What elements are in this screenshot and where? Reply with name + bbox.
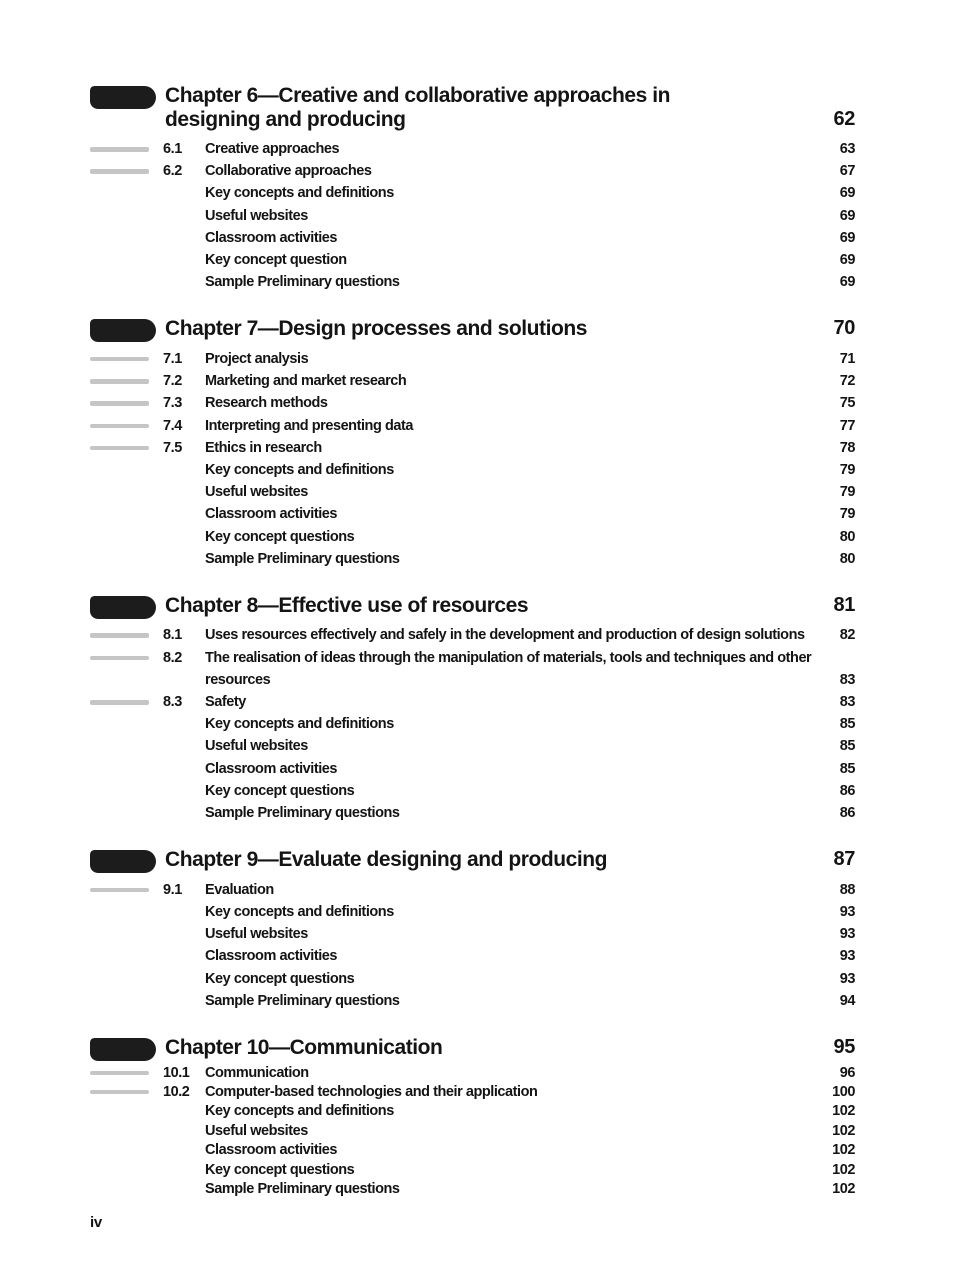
toc-item	[90, 758, 855, 780]
chapter-title: Chapter 6—Creative and collaborative approaches in designing and producing	[165, 84, 671, 131]
toc-item	[90, 182, 855, 204]
toc-item	[90, 1122, 855, 1141]
toc-item	[90, 1102, 855, 1121]
section-page-number: 102	[832, 1103, 855, 1120]
chapter-tab-marker	[90, 86, 156, 109]
chapter-tab-marker	[90, 1038, 156, 1061]
chapter-page-number: 95	[833, 1036, 855, 1058]
toc-item	[90, 647, 855, 691]
chapter-page-number: 87	[833, 848, 855, 871]
section-title: Creative approaches	[205, 141, 340, 157]
section-title: Communication	[205, 1064, 309, 1081]
chapter-page-number: 62	[833, 107, 855, 130]
section-title: Ethics in research	[205, 439, 322, 456]
section-title: Key concepts and definitions	[205, 716, 394, 733]
section-page-number: 93	[839, 903, 855, 920]
section-page-number: 83	[839, 694, 855, 711]
toc-item	[90, 437, 855, 459]
section-title: Key concept questions	[205, 782, 355, 799]
section-page-number: 80	[839, 550, 855, 567]
toc-item	[90, 205, 855, 227]
section-page-number: 102	[832, 1180, 855, 1197]
section-page-number: 79	[839, 506, 855, 523]
section-rule-marker	[90, 700, 149, 705]
toc-item	[90, 392, 855, 414]
toc-item	[90, 227, 855, 249]
toc-item	[90, 271, 855, 293]
section-page-number: 86	[839, 782, 855, 799]
chapter-item-list	[90, 1064, 855, 1200]
toc-chapter	[90, 317, 855, 570]
chapter-tab-marker	[90, 319, 156, 342]
section-title: Classroom activities	[205, 506, 338, 523]
section-title: Evaluation	[205, 881, 274, 898]
chapter-item-list	[90, 138, 855, 293]
section-page-number: 82	[839, 627, 855, 644]
section-page-number: 78	[839, 439, 855, 456]
section-page-number: 80	[839, 528, 855, 545]
toc-item	[90, 548, 855, 570]
section-page-number: 93	[839, 970, 855, 987]
section-page-number: 85	[839, 760, 855, 777]
section-title: Useful websites	[205, 926, 308, 943]
toc-item	[90, 1064, 855, 1083]
section-rule-marker	[90, 446, 149, 451]
toc-item	[90, 713, 855, 735]
section-page-number: 102	[832, 1122, 855, 1139]
section-title: Sample Preliminary questions	[205, 1180, 400, 1197]
chapter-tab-marker	[90, 850, 156, 873]
toc-item	[90, 735, 855, 757]
section-rule-marker	[90, 656, 149, 661]
section-number: 8.3	[163, 694, 182, 711]
section-rule-marker	[90, 147, 149, 152]
toc-item	[90, 415, 855, 437]
chapter-title: Chapter 10—Communication	[165, 1036, 443, 1059]
section-page-number: 72	[839, 373, 855, 390]
section-page-number: 100	[832, 1083, 855, 1100]
section-page-number: 69	[839, 185, 855, 202]
toc-item	[90, 879, 855, 901]
chapter-item-list	[90, 624, 855, 824]
toc-item	[90, 1141, 855, 1160]
section-rule-marker	[90, 357, 149, 362]
toc-item	[90, 990, 855, 1012]
chapter-heading-row	[90, 84, 855, 131]
section-title: Computer-based technologies and their application	[205, 1083, 538, 1100]
toc-item	[90, 945, 855, 967]
section-page-number: 79	[839, 461, 855, 478]
section-page-number: 85	[839, 738, 855, 755]
section-title: Key concept questions	[205, 1161, 355, 1178]
section-page-number: 69	[839, 274, 855, 291]
section-page-number: 69	[839, 229, 855, 246]
section-title: Uses resources effectively and safely in the development and production of design solutions	[205, 627, 805, 644]
toc-item	[90, 160, 855, 182]
toc-item	[90, 138, 855, 160]
section-page-number: 93	[839, 926, 855, 943]
chapter-tab-marker	[90, 596, 156, 619]
chapter-page-number: 70	[833, 317, 855, 340]
chapter-heading-row	[90, 317, 855, 341]
toc-item	[90, 348, 855, 370]
toc-item	[90, 780, 855, 802]
toc-item	[90, 923, 855, 945]
section-page-number: 67	[839, 163, 855, 180]
toc-item	[90, 481, 855, 503]
toc-item	[90, 968, 855, 990]
section-number: 10.1	[163, 1064, 190, 1081]
section-page-number: 94	[839, 992, 855, 1009]
chapter-heading-row	[90, 848, 855, 872]
section-title: Sample Preliminary questions	[205, 550, 400, 567]
toc-item	[90, 691, 855, 713]
section-title: Key concepts and definitions	[205, 903, 394, 920]
section-title: Key concept questions	[205, 970, 355, 987]
table-of-contents	[90, 84, 855, 1199]
section-number: 7.5	[163, 439, 182, 456]
section-title: Sample Preliminary questions	[205, 805, 400, 822]
section-title: Classroom activities	[205, 760, 338, 777]
section-number: 7.3	[163, 395, 182, 412]
chapter-page-number: 81	[833, 593, 855, 616]
toc-item	[90, 901, 855, 923]
section-page-number: 85	[839, 716, 855, 733]
section-page-number: 69	[839, 207, 855, 224]
section-title: Key concepts and definitions	[205, 1103, 394, 1120]
chapter-heading-row	[90, 1036, 855, 1060]
toc-item	[90, 370, 855, 392]
section-title: Key concepts and definitions	[205, 461, 394, 478]
toc-chapter	[90, 594, 855, 824]
section-page-number: 102	[832, 1142, 855, 1159]
section-page-number: 86	[839, 805, 855, 822]
section-title: Useful websites	[205, 207, 308, 224]
section-number: 7.1	[163, 350, 182, 367]
section-title: Sample Preliminary questions	[205, 274, 400, 291]
section-title: Key concept question	[205, 252, 347, 269]
section-number: 8.2	[163, 649, 182, 666]
section-number: 7.4	[163, 417, 182, 434]
section-rule-marker	[90, 888, 149, 893]
section-rule-marker	[90, 1071, 149, 1076]
toc-item	[90, 249, 855, 271]
toc-item	[90, 624, 855, 646]
chapter-heading-row	[90, 594, 855, 618]
section-page-number: 75	[839, 395, 855, 412]
toc-item	[90, 1180, 855, 1199]
section-page-number: 69	[839, 252, 855, 269]
toc-item	[90, 802, 855, 824]
toc-item	[90, 503, 855, 525]
toc-chapter	[90, 848, 855, 1012]
section-rule-marker	[90, 633, 149, 638]
toc-item	[90, 1161, 855, 1180]
section-page-number: 83	[839, 671, 855, 688]
section-title: Interpreting and presenting data	[205, 417, 413, 434]
chapter-title: Chapter 9—Evaluate designing and producing	[165, 848, 607, 872]
section-page-number: 88	[839, 881, 855, 898]
section-rule-marker	[90, 401, 149, 406]
section-title: Useful websites	[205, 484, 308, 501]
toc-item	[90, 526, 855, 548]
section-number: 10.2	[163, 1083, 190, 1100]
chapter-item-list	[90, 348, 855, 570]
section-page-number: 77	[839, 417, 855, 434]
section-page-number: 79	[839, 484, 855, 501]
section-page-number: 71	[839, 350, 855, 367]
section-title: Useful websites	[205, 738, 308, 755]
section-title: Safety	[205, 694, 246, 711]
section-rule-marker	[90, 169, 149, 174]
section-number: 6.2	[163, 163, 182, 180]
section-rule-marker	[90, 424, 149, 429]
section-rule-marker	[90, 379, 149, 384]
section-page-number: 93	[839, 948, 855, 965]
section-number: 6.1	[163, 141, 182, 157]
section-title: Project analysis	[205, 350, 309, 367]
section-title: Sample Preliminary questions	[205, 992, 400, 1009]
section-number: 8.1	[163, 627, 182, 644]
section-title: Key concept questions	[205, 528, 355, 545]
section-title: Classroom activities	[205, 229, 338, 246]
section-number: 7.2	[163, 373, 182, 390]
section-rule-marker	[90, 1090, 149, 1095]
section-title: Classroom activities	[205, 1142, 338, 1159]
folio-page-number: iv	[90, 1214, 102, 1231]
toc-item	[90, 1083, 855, 1102]
section-title: Classroom activities	[205, 948, 338, 965]
section-page-number: 96	[839, 1064, 855, 1081]
section-title: Research methods	[205, 395, 328, 412]
toc-chapter	[90, 1036, 855, 1199]
chapter-title: Chapter 8—Effective use of resources	[165, 593, 529, 617]
section-page-number: 102	[832, 1161, 855, 1178]
chapter-item-list	[90, 879, 855, 1012]
section-number: 9.1	[163, 881, 182, 898]
section-title: Key concepts and definitions	[205, 185, 394, 202]
toc-item	[90, 459, 855, 481]
section-title: Marketing and market research	[205, 373, 407, 390]
section-title: Useful websites	[205, 1122, 308, 1139]
toc-chapter	[90, 84, 855, 293]
section-page-number: 63	[839, 141, 855, 157]
section-title: Collaborative approaches	[205, 163, 372, 180]
section-title: The realisation of ideas through the manipulation of materials, tools and techniques and other resources	[205, 649, 812, 688]
chapter-title: Chapter 7—Design processes and solutions	[165, 317, 587, 341]
